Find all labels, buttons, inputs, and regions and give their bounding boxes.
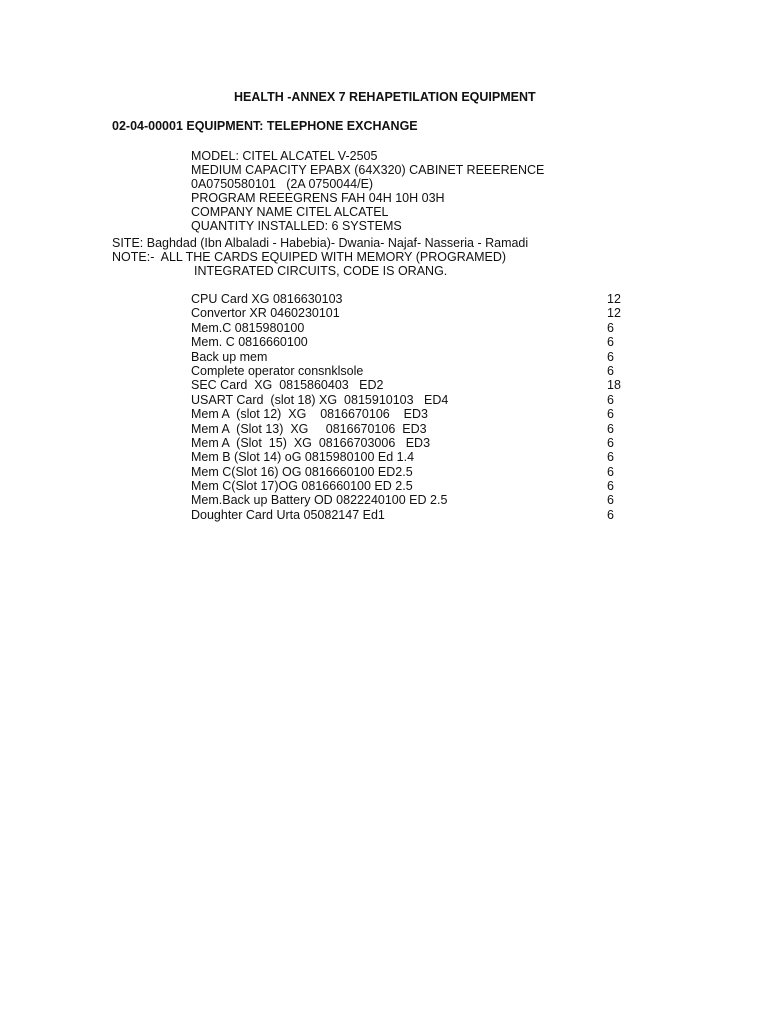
item-name: Mem. C 0816660100 bbox=[191, 335, 308, 350]
item-quantity: 6 bbox=[607, 392, 614, 407]
list-item bbox=[191, 292, 631, 306]
list-item bbox=[191, 508, 631, 522]
item-name: Mem B (Slot 14) oG 0815980100 Ed 1.4 bbox=[191, 450, 415, 465]
note-line-continued: INTEGRATED CIRCUITS, CODE IS ORANG. bbox=[194, 264, 448, 278]
list-item bbox=[191, 350, 631, 364]
item-quantity: 6 bbox=[607, 507, 614, 522]
note-line: NOTE:- ALL THE CARDS EQUIPED WITH MEMORY (PROGRAMED) bbox=[112, 250, 507, 264]
items-list bbox=[191, 292, 631, 522]
list-item bbox=[191, 335, 631, 349]
item-name: Mem A (Slot 15) XG 08166703006 ED3 bbox=[191, 435, 431, 450]
list-item bbox=[191, 378, 631, 392]
list-item bbox=[191, 450, 631, 464]
list-item bbox=[191, 436, 631, 450]
item-quantity: 6 bbox=[607, 479, 614, 494]
list-item bbox=[191, 407, 631, 421]
item-name: USART Card (slot 18) XG 0815910103 ED4 bbox=[191, 392, 449, 407]
spec-line-program: PROGRAM REEEGRENS FAH 04H 10H 03H bbox=[191, 191, 445, 205]
list-item bbox=[191, 393, 631, 407]
site-note-block bbox=[112, 236, 528, 278]
item-quantity: 6 bbox=[607, 464, 614, 479]
list-item bbox=[191, 465, 631, 479]
spec-line-model: MODEL: CITEL ALCATEL V-2505 bbox=[191, 149, 378, 163]
item-quantity: 6 bbox=[607, 421, 614, 436]
item-quantity: 6 bbox=[607, 320, 614, 335]
list-item bbox=[191, 422, 631, 436]
item-name: Convertor XR 0460230101 bbox=[191, 306, 340, 321]
spec-block bbox=[191, 149, 544, 233]
item-name: Mem C(Slot 16) OG 0816660100 ED2.5 bbox=[191, 464, 413, 479]
item-name: Mem C(Slot 17)OG 0816660100 ED 2.5 bbox=[191, 479, 413, 494]
item-quantity: 6 bbox=[607, 407, 614, 422]
list-item bbox=[191, 321, 631, 335]
site-line: SITE: Baghdad (Ibn Albaladi - Habebia)- Dwania- Najaf- Nasseria - Ramadi bbox=[112, 236, 529, 250]
item-quantity: 6 bbox=[607, 450, 614, 465]
list-item bbox=[191, 493, 631, 507]
list-item bbox=[191, 364, 631, 378]
equipment-heading: 02-04-00001 EQUIPMENT: TELEPHONE EXCHANGE bbox=[112, 119, 418, 133]
spec-line-quantity: QUANTITY INSTALLED: 6 SYSTEMS bbox=[191, 219, 402, 233]
list-item bbox=[191, 479, 631, 493]
item-name: Mem A (slot 12) XG 0816670106 ED3 bbox=[191, 407, 428, 422]
item-name: SEC Card XG 0815860403 ED2 bbox=[191, 378, 384, 393]
item-name: Mem.Back up Battery OD 0822240100 ED 2.5 bbox=[191, 493, 448, 508]
document-title: HEALTH -ANNEX 7 REHAPETILATION EQUIPMENT bbox=[234, 90, 536, 104]
item-quantity: 6 bbox=[607, 349, 614, 364]
item-name: Mem.C 0815980100 bbox=[191, 320, 305, 335]
item-name: Complete operator consnklsole bbox=[191, 363, 364, 378]
spec-line-company: COMPANY NAME CITEL ALCATEL bbox=[191, 205, 389, 219]
item-name: Mem A (Slot 13) XG 0816670106 ED3 bbox=[191, 421, 427, 436]
item-name: Back up mem bbox=[191, 349, 268, 364]
item-quantity: 6 bbox=[607, 335, 614, 350]
item-quantity: 6 bbox=[607, 435, 614, 450]
item-quantity: 18 bbox=[607, 378, 621, 393]
item-quantity: 12 bbox=[607, 292, 621, 306]
item-name: Doughter Card Urta 05082147 Ed1 bbox=[191, 507, 385, 522]
spec-line-reference: 0A0750580101 (2A 0750044/E) bbox=[191, 177, 374, 191]
item-quantity: 6 bbox=[607, 493, 614, 508]
item-quantity: 12 bbox=[607, 306, 621, 321]
item-name: CPU Card XG 0816630103 bbox=[191, 292, 343, 306]
item-quantity: 6 bbox=[607, 363, 614, 378]
list-item bbox=[191, 306, 631, 320]
spec-line-capacity: MEDIUM CAPACITY EPABX (64X320) CABINET REEERENCE bbox=[191, 163, 545, 177]
